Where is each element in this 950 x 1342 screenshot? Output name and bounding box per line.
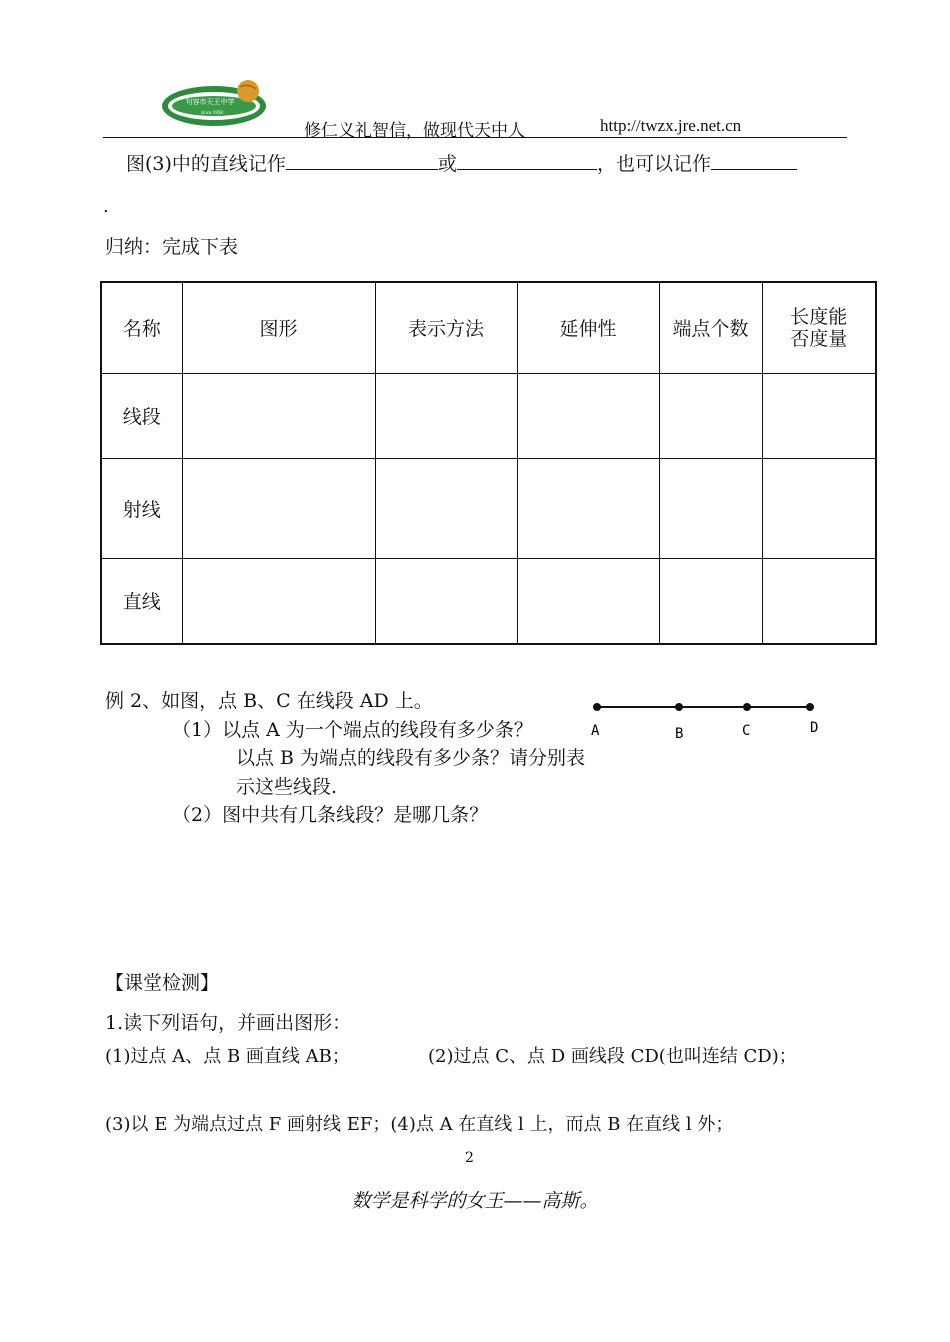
intro-line (126, 149, 797, 176)
answer-cell[interactable] (375, 558, 517, 644)
intro-period: . (103, 196, 109, 217)
answer-cell[interactable] (762, 458, 876, 558)
check-item1: 1.读下列语句，并画出图形： (105, 1012, 352, 1034)
point-b (675, 703, 683, 711)
answer-blank-1[interactable] (286, 149, 438, 170)
summary-label: 归纳：完成下表 (105, 236, 239, 258)
intro-text-1: 图(3)中的直线记作 (126, 153, 286, 175)
answer-cell[interactable] (762, 558, 876, 644)
label-c: C (742, 723, 751, 739)
header-cell: 端点个数 (659, 282, 762, 373)
check-s1: (1)过点 A、点 B 画直线 AB； (105, 1046, 350, 1067)
summary-table (100, 281, 877, 645)
answer-cell[interactable] (762, 373, 876, 458)
header-motto: 修仁义礼智信，做现代天中人 (304, 121, 525, 141)
answer-blank-3[interactable] (711, 149, 797, 170)
intro-text-3: ，也可以记作 (596, 153, 711, 175)
page-number: 2 (465, 1150, 474, 1166)
header-url[interactable]: http://twzx.jre.net.cn (600, 116, 742, 135)
header-cell-text: 长度能否度量 (790, 305, 848, 350)
answer-cell[interactable] (375, 458, 517, 558)
table-row (101, 558, 876, 644)
answer-cell[interactable] (182, 558, 375, 644)
label-a: A (591, 723, 600, 739)
answer-cell[interactable] (182, 458, 375, 558)
example2-q1c: 示这些线段. (236, 776, 338, 798)
row-label: 直线 (101, 558, 182, 644)
check-s2: (2)过点 C、点 D 画线段 CD(也叫连结 CD)； (428, 1046, 797, 1067)
segment-figure (585, 695, 830, 745)
header-cell: 延伸性 (517, 282, 659, 373)
answer-cell[interactable] (517, 373, 659, 458)
answer-cell[interactable] (375, 373, 517, 458)
answer-blank-2[interactable] (457, 149, 597, 170)
answer-cell[interactable] (517, 558, 659, 644)
logo-text: 句容市天王中学 (185, 98, 235, 106)
check-s3: (3)以 E 为端点过点 F 画射线 EF；(4)点 A 在直线 l 上，而点 B 在直线 l 外； (105, 1114, 734, 1135)
header-rule (103, 137, 847, 138)
header-cell (762, 282, 876, 373)
answer-cell[interactable] (182, 373, 375, 458)
table-row (101, 458, 876, 558)
example2-q2: （2）图中共有几条线段？是哪几条？ (172, 804, 489, 826)
logo-subtext: since 1958 (201, 110, 223, 115)
answer-cell[interactable] (659, 458, 762, 558)
example2-q1a: （1）以点 A 为一个端点的线段有多少条？ (172, 719, 533, 741)
check-heading: 【课堂检测】 (105, 972, 220, 994)
header-cell: 表示方法 (375, 282, 517, 373)
point-c (743, 703, 751, 711)
answer-cell[interactable] (659, 558, 762, 644)
table-header-row (101, 282, 876, 373)
point-a (593, 703, 601, 711)
header-cell: 名称 (101, 282, 182, 373)
footer-quote: 数学是科学的女王——高斯。 (351, 1190, 599, 1212)
example2-title: 例 2、如图，点 B、C 在线段 AD 上。 (105, 690, 433, 712)
answer-cell[interactable] (659, 373, 762, 458)
table-row (101, 373, 876, 458)
row-label: 线段 (101, 373, 182, 458)
intro-text-2: 或 (437, 153, 457, 175)
point-d (806, 703, 814, 711)
header-cell: 图形 (182, 282, 375, 373)
school-logo (160, 79, 280, 129)
row-label: 射线 (101, 458, 182, 558)
answer-cell[interactable] (517, 458, 659, 558)
label-d: D (810, 720, 819, 736)
example2-q1b: 以点 B 为端点的线段有多少条？请分别表 (236, 747, 586, 769)
label-b: B (675, 726, 684, 742)
